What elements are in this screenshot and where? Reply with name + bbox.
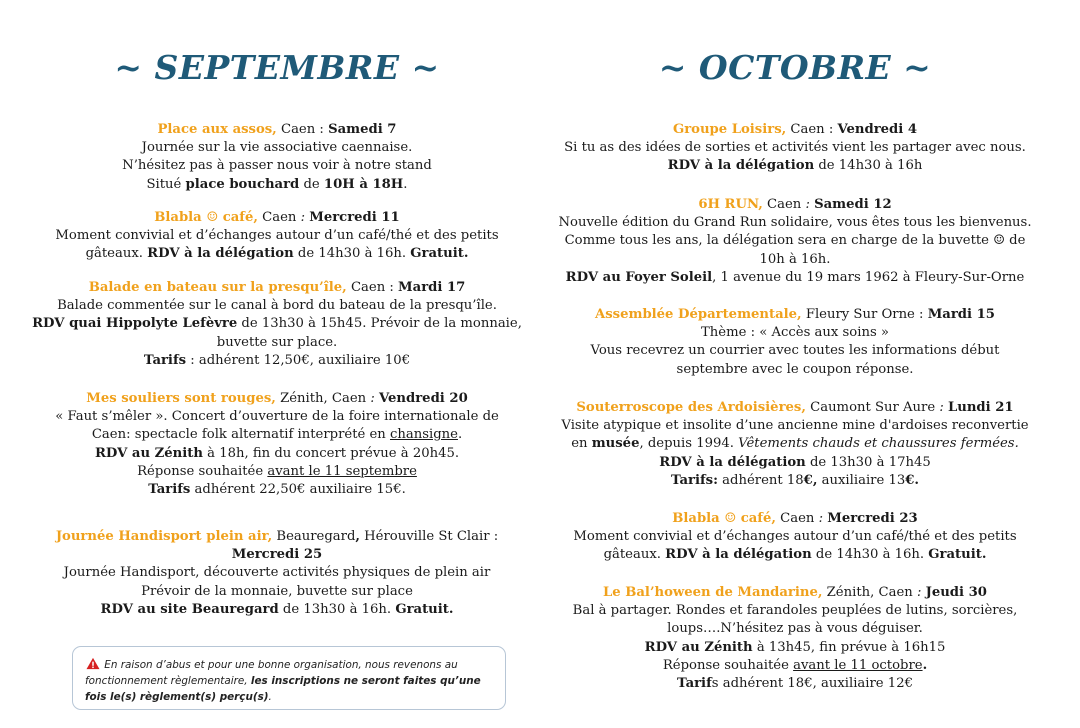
event-rdv: RDV au Foyer Soleil (565, 269, 713, 285)
event-text: . (922, 657, 928, 673)
event-rdv: RDV quai Hippolyte Lefèvre (32, 316, 238, 332)
event-location: Zénith, Caen (275, 391, 371, 406)
event-text: musée (591, 436, 640, 452)
event-groupe-loisirs (540, 121, 1050, 176)
event-text: de 14h30 à 16h. (811, 547, 929, 563)
event-name: Journée Handisport plein air, (55, 529, 273, 544)
registration-notice (72, 646, 506, 710)
event-date: Samedi 7 (328, 122, 397, 137)
event-text: . (457, 427, 463, 443)
event-date: Mardi 17 (398, 280, 466, 295)
event-description: Moment convivial et d’échanges autour d’un café/thé et des petits (573, 529, 1017, 545)
event-text: de 14h30 à 16h. (293, 246, 411, 262)
event-text: gâteaux. (85, 246, 148, 262)
event-balade-bateau (22, 279, 532, 370)
event-rdv: RDV à la délégation (659, 454, 806, 470)
event-description: loups….N’hésitez pas à vous déguiser. (667, 621, 923, 637)
event-text: , 1 avenue du 19 mars 1962 à Fleury-Sur-Orne (712, 269, 1025, 285)
event-text: gâteaux. (603, 547, 666, 563)
event-text: de (299, 176, 324, 192)
event-date: Mercredi 25 (231, 547, 323, 563)
event-name: Place aux assos, (157, 122, 277, 137)
event-mes-souliers (22, 390, 532, 499)
event-date: Samedi 12 (814, 197, 892, 212)
event-price: Gratuit. (395, 601, 454, 617)
event-blabla-cafe-sep (22, 209, 532, 264)
event-date: Mercredi 23 (827, 511, 918, 526)
event-text: à 18h, fin du concert prévue à 20h45. (202, 445, 460, 461)
event-text: : (818, 511, 828, 526)
event-date: Vendredi 20 (379, 391, 468, 406)
event-price: adhérent 22,50€ auxiliaire 15€. (190, 482, 406, 498)
event-text: chansigne (389, 427, 458, 443)
event-price: auxiliaire 13 (817, 472, 906, 488)
event-tarifs-label: Tarifs (148, 482, 191, 498)
event-description: N’hésitez pas à passer nous voir à notre stand (122, 158, 432, 174)
event-place-aux-assos (22, 121, 532, 194)
event-text: de 13h30 à 15h45. Prévoir de la monnaie, (237, 316, 522, 332)
event-price: Gratuit. (928, 547, 987, 563)
event-description: Journée Handisport, découverte activités physiques de plein air (63, 565, 491, 581)
event-name: Balade en bateau sur la presqu’île, (88, 280, 347, 295)
event-deadline: avant le 11 septembre (267, 463, 417, 479)
event-location: Caen (775, 511, 819, 526)
event-rdv: RDV au Zénith (644, 639, 753, 655)
event-description: Nouvelle édition du Grand Run solidaire, vous êtes tous les bienvenus. (558, 215, 1032, 231)
event-description: Prévoir de la monnaie, buvette sur place (141, 583, 413, 599)
event-tarifs-label: Tarif (677, 676, 712, 692)
event-location: Fleury Sur Orne : (801, 307, 928, 322)
event-name: Blabla ☺ café, (154, 210, 258, 225)
event-text: Réponse souhaitée (137, 463, 268, 479)
event-date: Lundi 21 (947, 400, 1014, 415)
event-price: : adhérent 12,50€, auxiliaire 10€ (186, 352, 411, 368)
event-location: Caen : (346, 280, 399, 295)
event-price: €. (905, 472, 920, 488)
event-location: Caen (257, 210, 301, 225)
event-text: : (939, 400, 948, 415)
event-description: septembre avec le coupon réponse. (676, 361, 914, 377)
event-text: s (711, 676, 719, 692)
event-text: : (916, 585, 926, 600)
event-rdv: RDV à la délégation (665, 547, 812, 563)
event-note: Vêtements chauds et chaussures fermées. (738, 436, 1019, 452)
event-description: Visite atypique et insolite d’une ancienne mine d'ardoises reconvertie (561, 418, 1029, 434)
event-text: en (571, 436, 592, 452)
event-location: Hérouville St Clair : (359, 529, 499, 544)
event-tarifs-label: Tarifs (143, 352, 187, 368)
event-tarifs-label: Tarifs: (670, 472, 718, 488)
event-name: Groupe Loisirs, (672, 122, 787, 137)
event-description: 10h à 16h. (759, 251, 831, 267)
month-title-september: ~ SEPTEMBRE ~ (114, 48, 440, 87)
event-text: de 13h30 à 17h45 (805, 454, 931, 470)
event-rdv: RDV à la délégation (667, 158, 815, 174)
event-location: Caen (762, 197, 806, 212)
event-text: de 13h30 à 16h. (278, 601, 396, 617)
event-name: Assemblée Départementale, (595, 307, 802, 322)
event-price: Gratuit. (410, 246, 469, 262)
event-name: Blabla ☺ café, (672, 511, 776, 526)
event-date: Jeudi 30 (925, 585, 987, 600)
event-bal-hoween (540, 584, 1050, 693)
event-assemblee (540, 306, 1050, 379)
warning-icon (85, 657, 101, 670)
event-date: Vendredi 4 (837, 122, 918, 137)
event-name: 6H RUN, (698, 197, 763, 212)
event-location: Beauregard (272, 529, 356, 544)
event-description: buvette sur place. (216, 334, 338, 350)
event-price: €, (803, 472, 818, 488)
event-rdv: RDV à la délégation (147, 246, 294, 262)
event-description: Moment convivial et d’échanges autour d’un café/thé et des petits (55, 228, 499, 244)
event-price: adhérent 18 (717, 472, 804, 488)
event-blabla-cafe-oct (540, 510, 1050, 565)
event-description: Journée sur la vie associative caennaise. (141, 140, 413, 156)
event-name: Mes souliers sont rouges, (86, 391, 276, 406)
event-text: , depuis 1994. (639, 436, 739, 452)
event-description: Balade commentée sur le canal à bord du bateau de la presqu’île. (57, 298, 497, 314)
event-text: de 14h30 à 16h (814, 158, 923, 174)
event-description: Thème : « Accès aux soins » (701, 325, 889, 341)
event-rdv: RDV au site Beauregard (100, 601, 279, 617)
event-text: : (370, 391, 380, 406)
event-description: « Faut s’mêler ». Concert d’ouverture de la foire internationale de (55, 409, 499, 425)
event-text: Situé (146, 176, 186, 192)
event-date: Mardi 15 (927, 307, 995, 322)
event-date: Mercredi 11 (309, 210, 400, 225)
event-location: Zénith, Caen (822, 585, 917, 600)
event-rdv: RDV au Zénith (94, 445, 203, 461)
event-name: Le Bal’hoween de Mandarine, (602, 585, 823, 600)
event-handisport (22, 528, 532, 619)
event-description: Bal à partager. Rondes et farandoles peuplées de lutins, sorcières, (572, 603, 1018, 619)
event-text: Réponse souhaitée (662, 657, 794, 673)
notice-text: En raison d’abus et pour une bonne organisation, nous revenons au fonctionnement règlementaire, (85, 659, 458, 687)
event-text: Caen: spectacle folk alternatif interprété en (91, 427, 390, 443)
event-6h-run (540, 196, 1050, 287)
event-text: : (805, 197, 815, 212)
event-description: Comme tous les ans, la délégation sera en charge de la buvette ☺ de (564, 233, 1026, 249)
event-location: Caen : (786, 122, 838, 137)
month-title-october: ~ OCTOBRE ~ (658, 48, 932, 87)
event-deadline: avant le 11 octobre (793, 657, 923, 673)
event-time: 10H à 18H (323, 176, 404, 192)
notice-emphasis: les inscriptions ne seront faites qu’une fois le(s) règlement(s) perçu(s) (85, 675, 481, 703)
event-place: place bouchard (185, 176, 300, 192)
event-text: à 13h45, fin prévue à 16h15 (752, 639, 946, 655)
notice-text: . (268, 691, 272, 703)
event-price: adhérent 18€, auxiliaire 12€ (718, 676, 913, 692)
event-text: , (355, 529, 360, 544)
event-name: Souterroscope des Ardoisières, (576, 400, 806, 415)
event-location: Caen : (276, 122, 329, 137)
event-description: Vous recevrez un courrier avec toutes les informations début (590, 343, 1000, 359)
event-description: Si tu as des idées de sorties et activités vient les partager avec nous. (564, 140, 1026, 156)
event-souterroscope (540, 399, 1050, 490)
event-text: . (403, 176, 408, 192)
event-text: : (300, 210, 310, 225)
event-location: Caumont Sur Aure (805, 400, 940, 415)
